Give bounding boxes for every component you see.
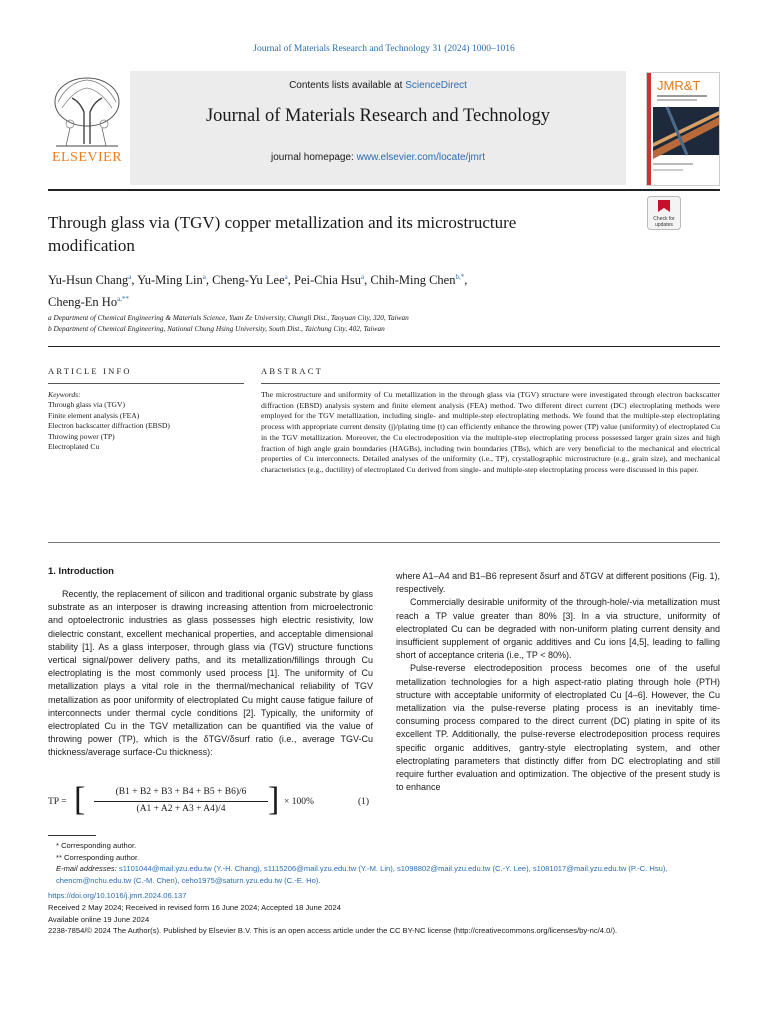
homepage-line bbox=[130, 152, 626, 163]
corresponding-author-note: ** Corresponding author. bbox=[56, 852, 140, 862]
intro-left-column: Recently, the replacement of silicon and traditional organic substrate by glass substrate as an interposer is drawing increasing attention from microelectronic and optoelectronic industries as glass possesses high electric resistivity, low dielectric constant, excellent mechanical properties, and acceptable dimensional stability [1]. As a glass interposer, through glass via (TGV) structure functions vertical signal/power delivery paths, and its metallization/fillings through Cu electroplating is the most commonly used process [1]. The uniformity of Cu metallization plays a vital role in the thermal/mechanical reliability of TGV metallization as poor uniformity of electroplated Cu might cause fatigue failure of interconnects under thermal cycle conditions [2]. Typically, the uniformity of electroplated Cu in the TGV metallization can be quantified via the value of throwing power (TP), which is the δTGV/δsurf ratio (i.e., average TGV-Cu thickness/average surface-Cu thickness): bbox=[48, 589, 373, 758]
author-3[interactable]: Cheng-Yu Lee$^a$ bbox=[212, 273, 288, 288]
running-head[interactable]: Journal of Materials Research and Technology 31 (2024) 1000–1016 bbox=[253, 44, 515, 54]
contents-line bbox=[130, 80, 626, 91]
equation-numerator: (B1 + B2 + B3 + B4 + B5 + B6)/6 bbox=[115, 787, 247, 797]
corresponding-author-note: * Corresponding author. bbox=[56, 841, 137, 850]
keyword-item: Throwing power (TP) bbox=[48, 431, 115, 441]
doi-link[interactable]: https://doi.org/10.1016/j.jmrt.2024.06.137 bbox=[48, 891, 187, 901]
homepage-prefix: journal homepage: bbox=[271, 152, 357, 163]
email-addresses bbox=[48, 863, 720, 886]
svg-text:updates: updates bbox=[655, 222, 673, 228]
footnotes bbox=[48, 840, 720, 937]
article-info-rule bbox=[48, 383, 244, 384]
abstract-rule bbox=[261, 383, 720, 384]
journal-cover-image-icon bbox=[647, 73, 719, 185]
journal-cover-thumbnail[interactable] bbox=[646, 72, 720, 186]
available-online: Available online 19 June 2024 bbox=[48, 914, 150, 924]
abstract-divider bbox=[48, 542, 720, 543]
equation-1 bbox=[48, 781, 373, 827]
homepage-link[interactable]: www.elsevier.com/locate/jmrt bbox=[356, 152, 485, 163]
cover-title-text: JMR&T bbox=[657, 78, 701, 93]
keywords-block bbox=[48, 390, 244, 452]
equation-bracket-left: [ bbox=[74, 781, 86, 818]
paragraph: Pulse-reverse electrodeposition process becomes one of the useful metallization technologies for a high aspect-ratio plating through hole (PTH) structure with acceptable uniformity of electroplated Cu [4–6]. However, the Cu metallization via the pulse-reverse plating process is an inevitably time-consuming process compared to the direct current (DC) plating in spite of its excellent TP. Additionally, the pulse-reverse electrodeposition process requires specific organic additives, gantry-style electroplating system, and other electroplating parameters that distinctly differ from DC electroplating and still require further evaluation and optimization. The objective of the present study is to enhance bbox=[396, 663, 720, 793]
paragraph: where A1–A4 and B1–B6 represent δsurf and δTGV at different positions (Fig. 1), respectively. bbox=[396, 571, 720, 595]
abstract-heading: ABSTRACT bbox=[261, 366, 323, 376]
author-2[interactable]: Yu-Ming Lin$^a$ bbox=[137, 273, 206, 288]
keyword-item: Finite element analysis (FEA) bbox=[48, 410, 140, 420]
equation-bracket-right: ] bbox=[268, 781, 280, 818]
equation-number: (1) bbox=[358, 797, 370, 807]
sciencedirect-link[interactable]: ScienceDirect bbox=[405, 80, 467, 91]
equation-lhs: TP = bbox=[48, 797, 67, 807]
equation-fraction-bar bbox=[94, 801, 268, 802]
equation-denominator: (A1 + A2 + A3 + A4)/4 bbox=[136, 804, 226, 814]
check-updates-icon bbox=[647, 196, 681, 230]
article-title: Through glass via (TGV) copper metallization and its microstructure modification bbox=[48, 213, 517, 255]
elsevier-wordmark: ELSEVIER bbox=[51, 150, 123, 165]
masthead-rule bbox=[48, 189, 720, 191]
intro-right-column bbox=[396, 570, 720, 794]
check-for-updates-badge[interactable] bbox=[647, 196, 681, 230]
affiliation-b: b Department of Chemical Engineering, National Chung Hsing University, South Dist., Taichung City, 402, Taiwan bbox=[48, 324, 385, 333]
svg-text:Check for: Check for bbox=[653, 216, 675, 222]
affiliation-a: a Department of Chemical Engineering & Materials Science, Yuan Ze University, Chungli Dist., Taoyuan City, 320, Taiwan bbox=[48, 313, 409, 322]
keyword-item: Electroplated Cu bbox=[48, 442, 100, 452]
section-heading-introduction: 1. Introduction bbox=[48, 566, 114, 577]
license-text: 2238-7854/© 2024 The Author(s). Published by Elsevier B.V. This is an open access article under the CC BY-NC license (http://creativecommons.org/licenses/by-nc/4.0/). bbox=[48, 926, 618, 936]
keyword-item: Through glass via (TGV) bbox=[48, 400, 125, 410]
abstract-text: The microstructure and uniformity of Cu metallization in the through glass via (TGV) structure were investigated through electron backscatter diffraction (EBSD) analysis system and finite element analysis (FEA) method. Two different direct current (DC) electroplating methods were employed for the TGV metallization, including single- and multiple-step electroplating methods. We found that the multiple-step electroplating process with appropriate current density (j)/plating time (t) can efficiently enhance the throwing power (TP) value (uniformity) of electroplated Cu in the TGV metallization. Moreover, the Cu electrodeposition via the multiple-step electroplating process possessed larger grain sizes and high fraction of high angle grain boundaries (HAGBs), including twin boundaries (TBs), which are very beneficial to the mechanical and electrical properties of Cu interconnects. Detailed analyses of the uniformity (i.e., TP), crystallographic microstructure (e.g., grain size), and mechanical characteristics (e.g., ductility) of electroplated Cu derived from single- and multiple-step electroplating process were discussed in this paper. bbox=[261, 390, 720, 474]
journal-title: Journal of Materials Research and Technology bbox=[205, 106, 551, 126]
article-info-heading: ARTICLE INFO bbox=[48, 366, 132, 376]
paragraph: Commercially desirable uniformity of the through-hole/-via metallization must reach a TP value greater than 80% [3]. In a via structure, uniformity of electroplated Cu can be degraded with non-uniform plating current density and insufficient supplement of organic additives and Cu ions [4,5], leading to falling short of acceptance criteria (i.e., TP < 80%). bbox=[396, 597, 720, 661]
equation-tail: × 100% bbox=[284, 797, 314, 807]
received-dates: Received 2 May 2024; Received in revised form 16 June 2024; Accepted 18 June 2024 bbox=[48, 902, 341, 912]
footnote-rule bbox=[48, 835, 96, 836]
author-5[interactable]: Chih-Ming Chen$^{b,*}$ bbox=[370, 273, 465, 288]
affiliations bbox=[48, 312, 728, 334]
keywords-label: Keywords: bbox=[48, 390, 81, 399]
author-4[interactable]: Pei-Chia Hsu$^a$ bbox=[294, 273, 365, 288]
author-6[interactable]: Cheng-En $Ho^{a,**}$ bbox=[48, 295, 129, 310]
author-1[interactable]: Yu-Hsun Chang$^a$ bbox=[48, 273, 132, 288]
header-divider bbox=[48, 346, 720, 347]
email-links[interactable]: s1101044@mail.yzu.edu.tw (Y.-H. Chang), s1115206@mail.yzu.edu.tw (Y.-M. Lin), s1098802@mail.yzu.edu.tw (C.-Y. Lee), s1081017@mail.yzu.edu.tw (P.-C. Hsu), chencm@nchu.edu.tw (C.-M. Chen), ceho1975@saturn.yzu.edu.tw (C.-E. Ho). bbox=[56, 864, 668, 885]
author-list: Yu-Hsun Chang$^a$, Yu-Ming Lin$^a$, Cheng-Yu Lee$^a$, Pei-Chia Hsu$^a$, Chih-Ming Chen$^{b,*}$, Cheng-En $Ho^{a,**}$ bbox=[48, 273, 468, 310]
email-label: E-mail addresses: bbox=[56, 864, 117, 874]
keyword-item: Electron backscatter diffraction (EBSD) bbox=[48, 421, 170, 431]
contents-prefix: Contents lists available at bbox=[289, 80, 406, 91]
